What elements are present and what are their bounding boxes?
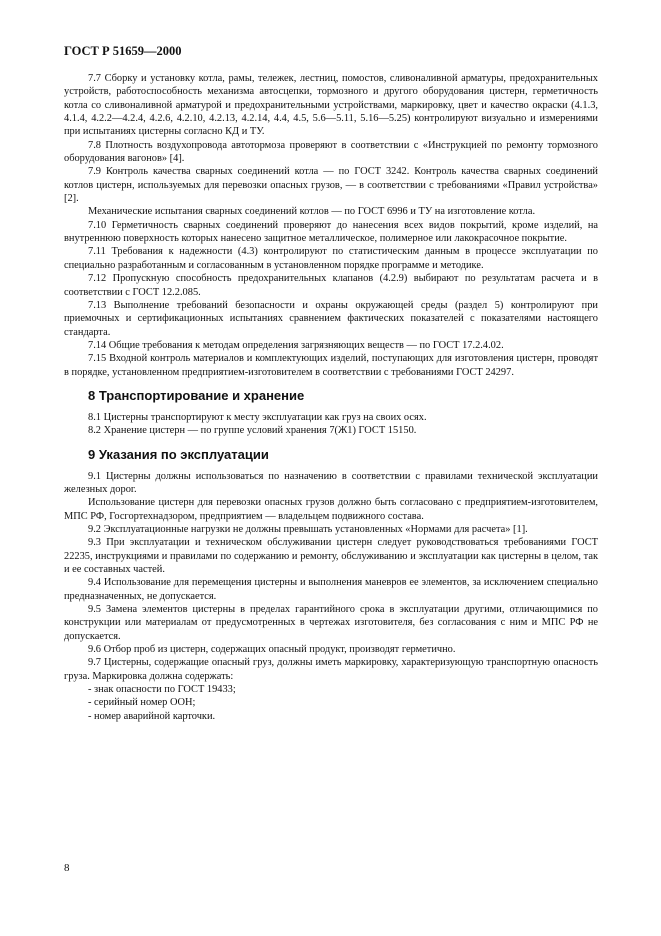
list-item: - знак опасности по ГОСТ 19433; (88, 684, 236, 696)
paragraph-7-13: 7.13 Выполнение требований безопасности и охраны окружающей среды (раздел 5) контролируют при приемочных и сертификационных испытаниях сравнением фактических показателей с показателями настоящего стандарта. (64, 299, 598, 338)
paragraph-8-1: 8.1 Цистерны транспортируют к месту эксплуатации как груз на своих осях. (88, 411, 427, 423)
paragraph-9-3: 9.3 При эксплуатации и техническом обслуживании цистерн следует руководствоваться требованиями ГОСТ 22235, инструкциями и правилами по содержанию и ремонту, обслуживанию и эксплуатации как цистерны в целом, так и ее составных частей. (64, 537, 598, 575)
paragraph-9-1: 9.1 Цистерны должны использоваться по назначению в соответствии с правилами технической эксплуатации железных дорог. (64, 470, 598, 495)
paragraph-7-10: 7.10 Герметичность сварных соединений проверяют до нанесения всех видов покрытий, кроме изделий, на внутреннюю поверхность которых нанесено защитное металлическое, полимерное или лакокрасочное покрытие. (64, 219, 598, 245)
list-item: - серийный номер ООН; (88, 697, 196, 709)
paragraph-9-7: 9.7 Цистерны, содержащие опасный груз, должны иметь маркировку, характеризующую транспортную опасность груза. Маркировка должна содержать: (64, 657, 598, 682)
paragraph-7-12: 7.12 Пропускную способность предохранительных клапанов (4.2.9) выбирают по результатам расчета и в соответствии с ГОСТ 12.2.085. (64, 273, 598, 298)
paragraph-7-14: 7.14 Общие требования к методам определения загрязняющих веществ — по ГОСТ 17.2.4.02. (88, 339, 504, 351)
paragraph-9-2: 9.2 Эксплуатационные нагрузки не должны превышать установленных «Нормами для расчета» [1]. (88, 523, 528, 535)
list-item: - номер аварийной карточки. (88, 710, 216, 722)
paragraph-9-6: 9.6 Отбор проб из цистерн, содержащих опасный продукт, производят герметично. (88, 644, 456, 656)
document-header: ГОСТ Р 51659—2000 (64, 44, 182, 58)
paragraph-7-11: 7.11 Требования к надежности (4.3) контролируют по статистическим данным в процессе эксплуатации по специально разработанным и согласованным в установленном порядке программе и методике. (64, 246, 598, 271)
paragraph-9-1-use: Использование цистерн для перевозки опасных грузов должно быть согласовано с предприятием-изготовителем, МПС РФ, Госгортехнадзором, предприятием — владельцем подвижного состава. (64, 497, 598, 522)
section-8-heading: 8 Транспортирование и хранение (88, 387, 305, 403)
section-9-heading: 9 Указания по эксплуатации (88, 446, 269, 462)
paragraph-7-15: 7.15 Входной контроль материалов и комплектующих изделий, поступающих для изготовления цистерн, проводят в порядке, установленном предприятием-изготовителем в соответствии с требованиями ГОСТ 24297. (64, 353, 598, 378)
paragraph-8-2: 8.2 Хранение цистерн — по группе условий хранения 7(Ж1) ГОСТ 15150. (88, 425, 417, 437)
paragraph-7-9: 7.9 Контроль качества сварных соединений котла — по ГОСТ 3242. Контроль качества сварных соединений котлов цистерн, используемых для перевозки опасных грузов, — в соответствии с требованиями «Правил устройства» [2]. (64, 166, 598, 205)
section-7-text (64, 72, 598, 379)
paragraph-7-8: 7.8 Плотность воздухопровода автотормоза проверяют в соответствии с «Инструкцией по ремонту тормозного оборудования вагонов» [4]. (64, 139, 598, 165)
paragraph-9-4: 9.4 Использование для перемещения цистерны и выполнения маневров ее элементов, за исключением специально предназначенных, не допускается. (64, 577, 598, 602)
document-body (64, 72, 598, 723)
paragraph-7-7: 7.7 Сборку и установку котла, рамы, тележек, лестниц, помостов, сливоналивной арматуры, предохранительных устройств, работоспособность механизма автосцепки, тормозного и другого оборудования цистерн, герметичность котла со сливоналивной арматурой и предохранительными устройствами, маркировку, цвет и качество окраски (4.1.3, 4.1.4, 4.2.2—4.2.4, 4.2.6, 4.2.10, 4.2.13, 4.2.14, 4.4, 4.5, 5.6—5.11, 5.16—5.25) контролируют визуально и измерениями при испытаниях цистерны согласно КД и ТУ. (64, 73, 598, 138)
page-number: 8 (64, 862, 70, 874)
paragraph-9-5: 9.5 Замена элементов цистерны в пределах гарантийного срока в эксплуатации другими, отличающимися по конструкции или материалам от предусмотренных в чертежах изготовителя, без согласования с ним и МПС РФ не допускается. (64, 604, 598, 642)
paragraph-7-9-mech: Механические испытания сварных соединений котлов — по ГОСТ 6996 и ТУ на изготовление котла. (88, 206, 536, 218)
